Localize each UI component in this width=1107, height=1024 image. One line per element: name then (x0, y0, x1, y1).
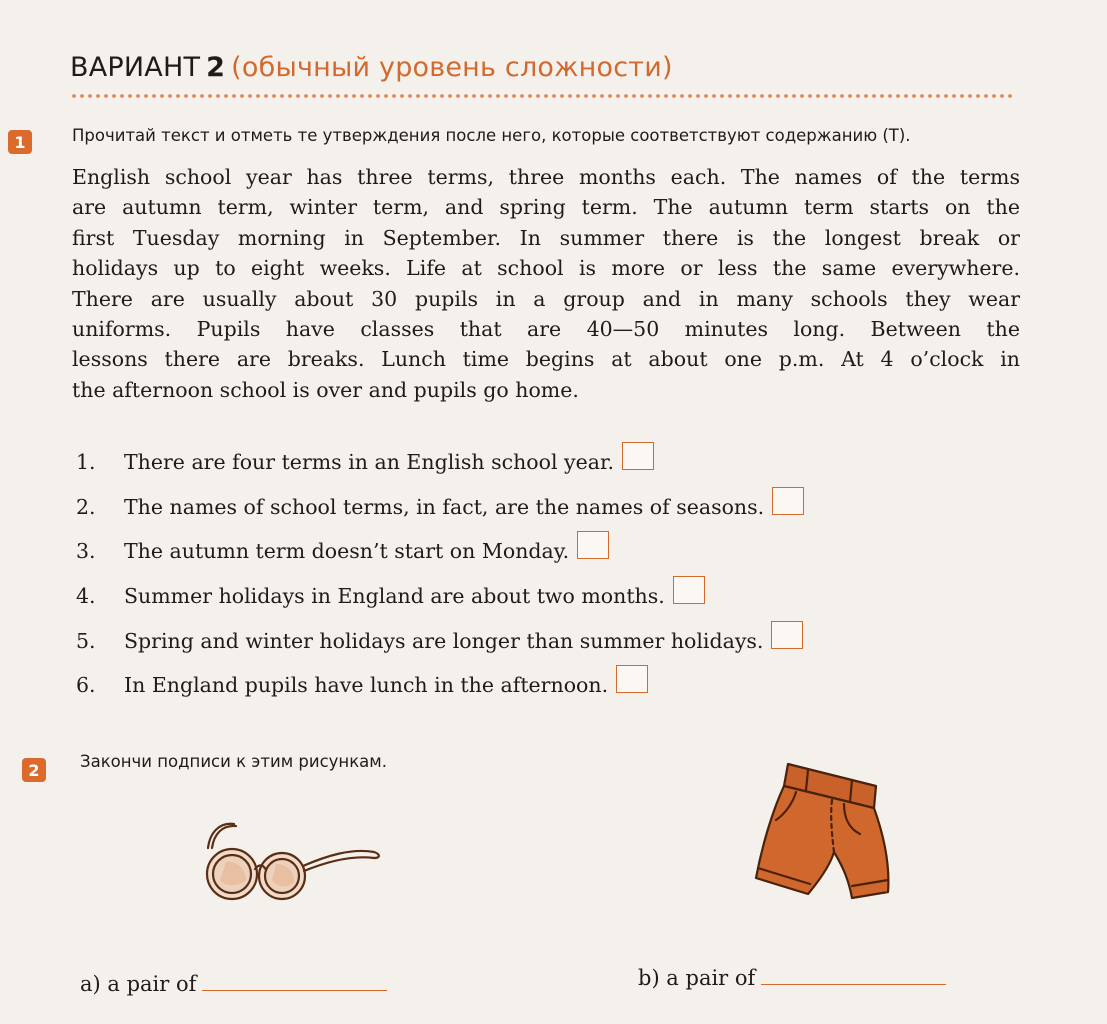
statement-item (76, 485, 976, 530)
difficulty-level: (обычный уровень сложности) (231, 52, 673, 83)
answer-checkbox[interactable] (622, 442, 654, 470)
answer-checkbox[interactable] (577, 531, 609, 559)
answer-checkbox[interactable] (772, 487, 804, 515)
statement-number: 6. (76, 673, 96, 698)
task-2-instruction: Закончи подписи к этим рисункам. (80, 752, 387, 771)
statement-number: 2. (76, 494, 96, 519)
caption-b (638, 966, 946, 990)
statement-text: In England pupils have lunch in the afternoon. (124, 673, 609, 698)
variant-label: ВАРИАНТ (70, 52, 201, 83)
statement-list (76, 440, 976, 708)
reading-passage (72, 162, 1020, 405)
statement-number: 1. (76, 450, 96, 475)
statement-number: 4. (76, 584, 96, 609)
statement-text: There are four terms in an English school year. (124, 450, 615, 475)
page-title (70, 52, 673, 83)
statement-number: 5. (76, 628, 96, 653)
variant-number: 2 (206, 52, 226, 83)
passage-line: uniforms. Pupils have classes that are 40—50 minutes long. Between the (72, 317, 1020, 342)
statement-item (76, 618, 976, 663)
passage-line: are autumn term, winter term, and spring term. The autumn term starts on the (72, 195, 1020, 220)
passage-line: the afternoon school is over and pupils go home. (72, 377, 579, 402)
glasses-icon (196, 814, 386, 906)
task-2-badge: 2 (22, 758, 46, 782)
statement-item (76, 663, 976, 708)
caption-a (80, 972, 387, 996)
answer-checkbox[interactable] (616, 665, 648, 693)
answer-checkbox[interactable] (771, 621, 803, 649)
answer-blank-a[interactable] (202, 989, 387, 991)
statement-item (76, 440, 976, 485)
answer-checkbox[interactable] (673, 576, 705, 604)
answer-blank-b[interactable] (761, 983, 946, 985)
task-1-badge: 1 (8, 130, 32, 154)
passage-line: first Tuesday morning in September. In summer there is the longest break or (72, 225, 1020, 250)
dotted-divider (70, 93, 1015, 99)
caption-b-text: b) a pair of (638, 966, 756, 990)
statement-item (76, 574, 976, 619)
statement-number: 3. (76, 539, 96, 564)
statement-text: The names of school terms, in fact, are the names of seasons. (124, 494, 765, 519)
caption-a-text: a) a pair of (80, 972, 197, 996)
passage-line: English school year has three terms, three months each. The names of the terms (72, 165, 1020, 189)
task-1-instruction: Прочитай текст и отметь те утверждения после него, которые соответствуют содержанию (Т). (72, 126, 911, 145)
statement-item (76, 529, 976, 574)
statement-text: Spring and winter holidays are longer than summer holidays. (124, 628, 764, 653)
passage-line: holidays up to eight weeks. Life at school is more or less the same everywhere. (72, 256, 1020, 281)
statement-text: The autumn term doesn’t start on Monday. (124, 539, 570, 564)
passage-line: There are usually about 30 pupils in a group and in many schools they wear (72, 286, 1020, 311)
shorts-icon (748, 756, 898, 908)
passage-line: lessons there are breaks. Lunch time begins at about one p.m. At 4 o’clock in (72, 347, 1020, 372)
statement-text: Summer holidays in England are about two months. (124, 584, 665, 609)
